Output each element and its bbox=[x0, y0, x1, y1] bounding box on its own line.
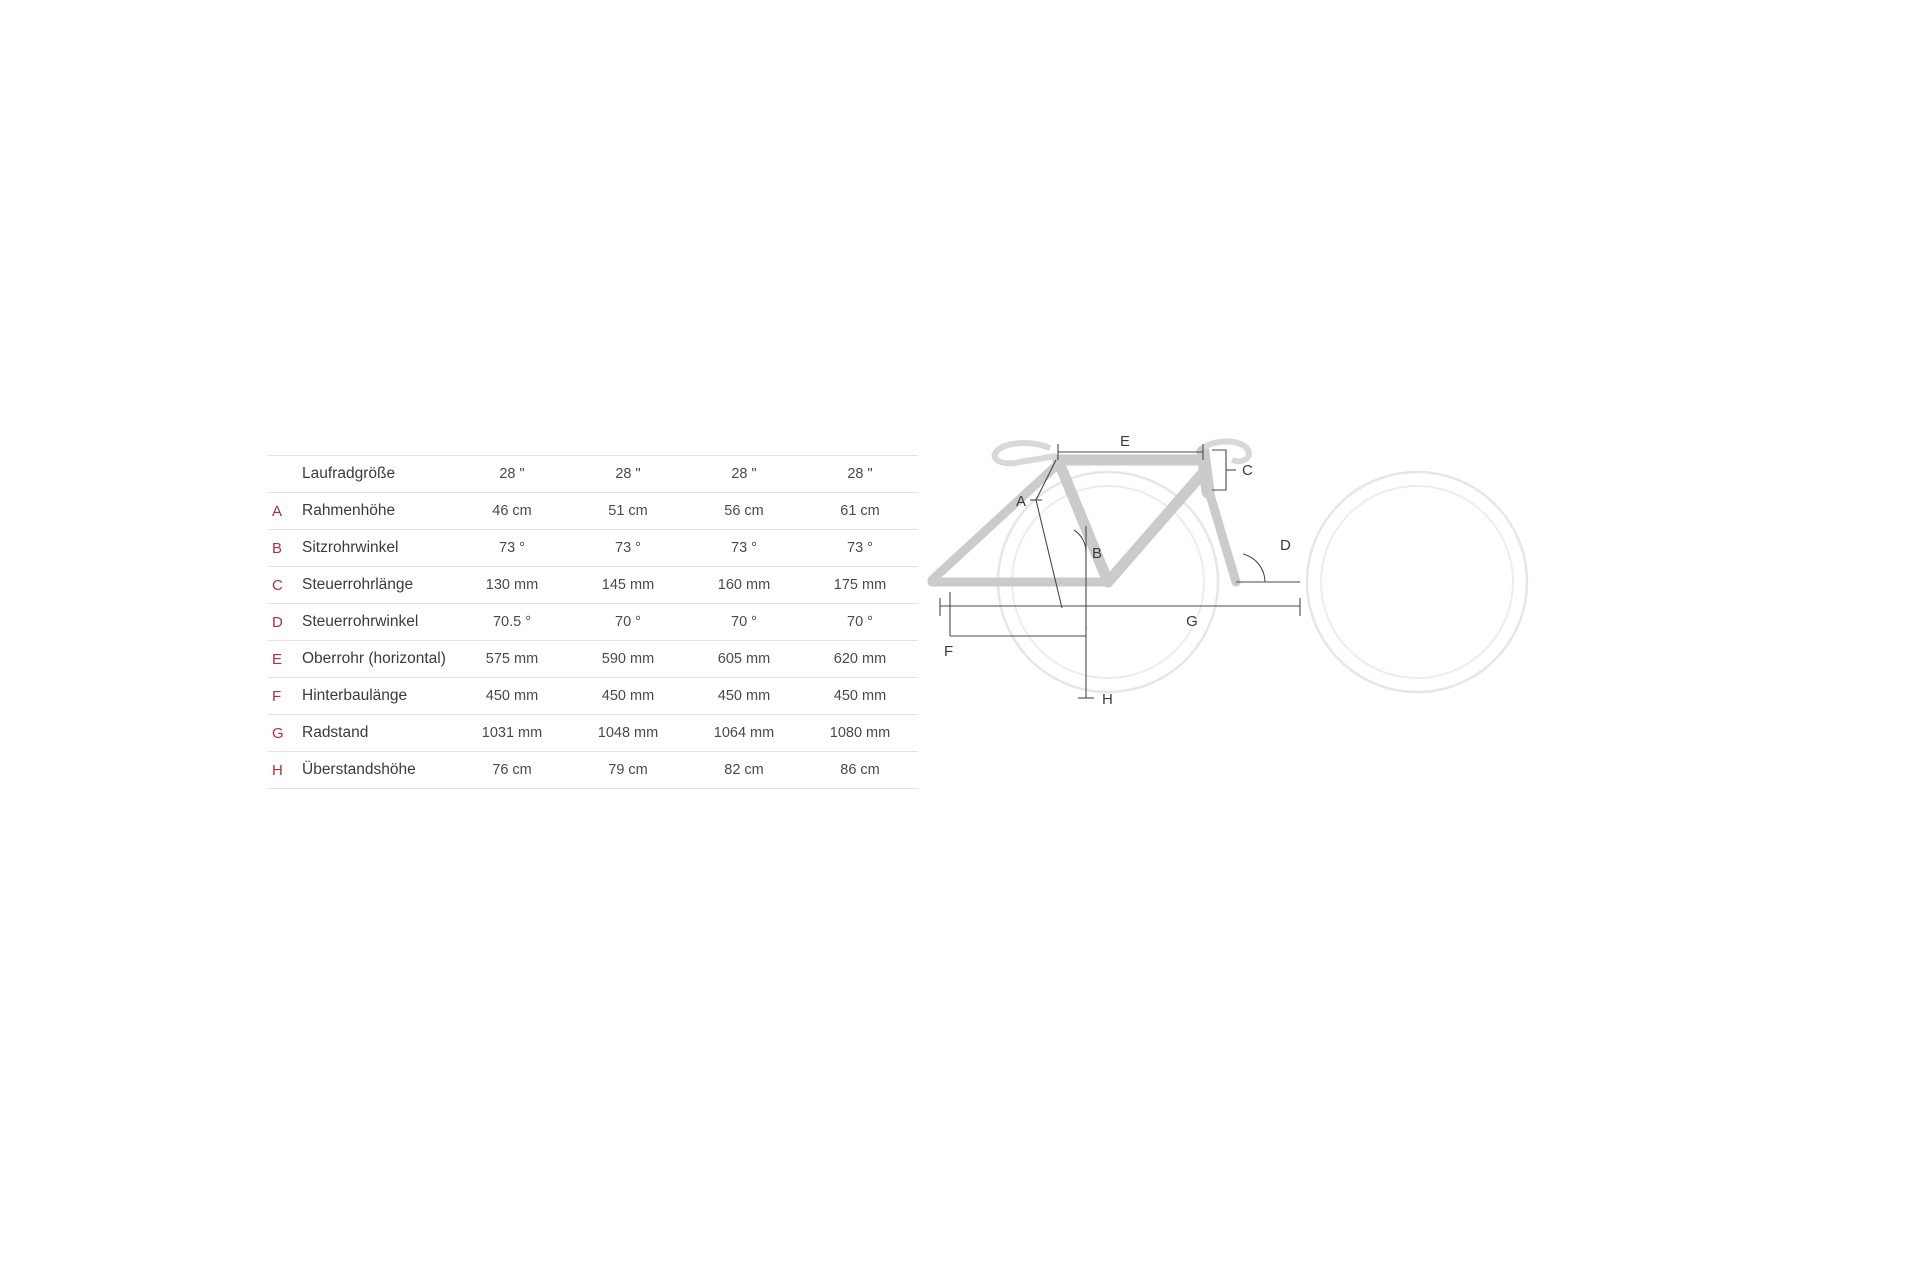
row-value-2: 450 mm bbox=[601, 688, 655, 704]
row-value-4: 450 mm bbox=[833, 688, 887, 704]
row-value-1: 70.5 ° bbox=[492, 614, 532, 630]
row-value-1: 450 mm bbox=[485, 688, 539, 704]
row-value-3: 56 cm bbox=[724, 503, 764, 519]
dim-label-h: H bbox=[1102, 691, 1113, 708]
row-value-4: 70 ° bbox=[847, 614, 873, 630]
bike-geometry-diagram bbox=[944, 430, 1670, 790]
dim-label-b: B bbox=[1092, 545, 1103, 562]
row-value-4: 620 mm bbox=[833, 651, 887, 667]
row-value-3: 450 mm bbox=[717, 688, 771, 704]
row-value-1: 76 cm bbox=[492, 762, 532, 778]
row-label: Sitzrohrwinkel bbox=[302, 539, 399, 556]
dim-label-e: E bbox=[1119, 433, 1131, 450]
row-value-3: 1064 mm bbox=[713, 725, 775, 741]
dim-label-d: D bbox=[1280, 537, 1291, 554]
row-label: Rahmenhöhe bbox=[302, 502, 396, 519]
row-value-2: 73 ° bbox=[615, 540, 641, 556]
dim-label-f: F bbox=[944, 643, 954, 660]
geometry-table bbox=[268, 455, 918, 789]
geometry-table-container bbox=[268, 455, 918, 789]
row-value-1: 73 ° bbox=[499, 540, 525, 556]
row-key: A bbox=[272, 502, 283, 520]
row-value-2: 51 cm bbox=[608, 503, 648, 519]
row-value-2: 590 mm bbox=[601, 651, 655, 667]
row-value-4: 86 cm bbox=[840, 762, 880, 778]
table-header-value-3: 28 " bbox=[731, 466, 757, 482]
row-value-2: 145 mm bbox=[601, 577, 655, 593]
dim-label-g: G bbox=[1186, 613, 1198, 630]
table-row bbox=[268, 752, 918, 789]
row-value-3: 82 cm bbox=[724, 762, 764, 778]
row-value-2: 70 ° bbox=[615, 614, 641, 630]
row-key: H bbox=[272, 761, 283, 779]
frame-tubes bbox=[932, 452, 1236, 582]
row-key: E bbox=[272, 650, 283, 668]
dim-label-a: A bbox=[1016, 493, 1027, 510]
row-value-3: 160 mm bbox=[717, 577, 771, 593]
row-key: C bbox=[272, 576, 283, 594]
row-label: Steuerrohrlänge bbox=[302, 576, 414, 593]
table-header-row bbox=[268, 456, 918, 493]
table-row bbox=[268, 604, 918, 641]
row-key: F bbox=[272, 687, 282, 705]
table-header-value-1: 28 " bbox=[499, 466, 525, 482]
table-header-value-2: 28 " bbox=[615, 466, 641, 482]
row-value-3: 605 mm bbox=[717, 651, 771, 667]
row-label: Radstand bbox=[302, 724, 369, 741]
row-value-1: 575 mm bbox=[485, 651, 539, 667]
dim-label-c: C bbox=[1242, 462, 1253, 479]
row-value-1: 46 cm bbox=[492, 503, 532, 519]
table-row bbox=[268, 493, 918, 530]
table-header-key bbox=[268, 456, 298, 493]
row-value-3: 73 ° bbox=[731, 540, 757, 556]
row-value-4: 61 cm bbox=[840, 503, 880, 519]
row-key: G bbox=[272, 724, 284, 742]
table-header-label: Laufradgröße bbox=[302, 465, 396, 482]
row-label: Überstandshöhe bbox=[302, 761, 416, 778]
table-row bbox=[268, 530, 918, 567]
row-label: Hinterbaulänge bbox=[302, 687, 408, 704]
row-value-2: 1048 mm bbox=[597, 725, 659, 741]
row-key: D bbox=[272, 613, 283, 631]
table-row bbox=[268, 641, 918, 678]
row-value-4: 73 ° bbox=[847, 540, 873, 556]
table-row bbox=[268, 678, 918, 715]
row-value-4: 175 mm bbox=[833, 577, 887, 593]
table-row bbox=[268, 567, 918, 604]
row-value-4: 1080 mm bbox=[829, 725, 891, 741]
front-wheel-icon bbox=[1307, 472, 1527, 692]
row-value-1: 130 mm bbox=[485, 577, 539, 593]
row-label: Steuerrohrwinkel bbox=[302, 613, 419, 630]
table-row bbox=[268, 715, 918, 752]
row-value-3: 70 ° bbox=[731, 614, 757, 630]
row-value-1: 1031 mm bbox=[481, 725, 543, 741]
table-header-value-4: 28 " bbox=[847, 466, 873, 482]
row-value-2: 79 cm bbox=[608, 762, 648, 778]
row-label: Oberrohr (horizontal) bbox=[302, 650, 446, 667]
row-key: B bbox=[272, 539, 283, 557]
